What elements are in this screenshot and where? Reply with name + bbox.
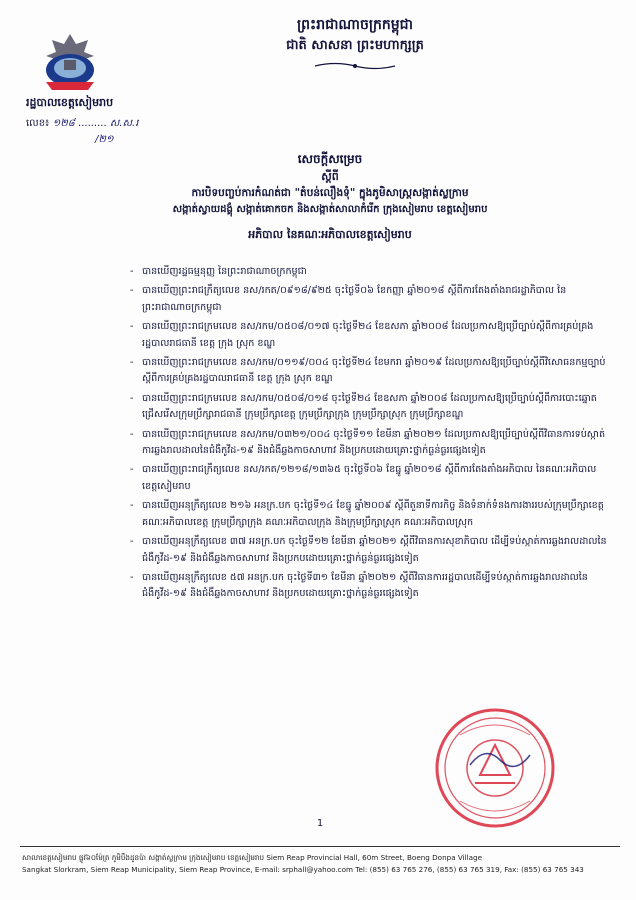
- footer: [22, 852, 622, 876]
- kingdom-title: ព្រះរាជាណាចក្រកម្ពុជា: [296, 17, 413, 33]
- national-motto: ជាតិ សាសនា ព្រះមហាក្សត្រ: [286, 38, 424, 53]
- page-number: 1: [316, 818, 324, 829]
- list-item: - បានឃើញព្រះរាជក្រមលេខ នស/រកម/០៥០៨/០១៨ ចុះថ្ងៃទី២៤ ខែឧសភា ឆ្នាំ២០០៨ ដែលប្រកាសឱ្យប្រើច្បាប់ស្តីពីការបោះឆ្នោតជ្រើសរើសក្រុមប្រឹក្សារាជធានី ក្រុមប្រឹក្សាខេត្ត ក្រុមប្រឹក្សាក្រុង ក្រុមប្រឹក្សាស្រុក ក្រុមប្រឹក្សាខណ្ឌ: [130, 392, 597, 421]
- list-item: - បានឃើញព្រះរាជក្រមលេខ នស/រកម/០១១៩/០០៤ ចុះថ្ងៃទី២៤ ខែមករា ឆ្នាំ២០១៩ ដែលប្រកាសឱ្យប្រើច្បាប់ស្តីពីវិសោធនកម្មច្បាប់ស្តីពីការគ្រប់គ្រងរដ្ឋបាលរាជធានី ខេត្ត ក្រុង ស្រុក ខណ្ឌ: [130, 357, 606, 385]
- list-item: - បានឃើញអនុក្រឹត្យលេខ ៣៧ អនក្រ.បក ចុះថ្ងៃទី១២ ខែមីនា ឆ្នាំ២០២១ ស្តីពីវិធានការសុខាភិបាល ដើម្បីទប់ស្កាត់ការឆ្លងរាលដាលនៃជំងឺកូវីដ-១៩ និងជំងឺឆ្លងកាចសាហាវ និងប្រកបដោយគ្រោះថ្នាក់ធ្ងន់ធ្ងរផ្សេងទៀត: [130, 536, 607, 564]
- footer-address: សាលាខេត្តសៀមរាប ផ្លូវ៦០ម៉ែត្រ ភូមិបឹងដូនប៉ា សង្កាត់ស្លក្រាម ក្រុងសៀមរាប ខេត្តសៀមរាប Siem Reap Provincial Hall, 60m Street, Boeng Donpa Village: [22, 853, 483, 862]
- decision-heading: សេចក្តីសម្រេច: [297, 152, 363, 166]
- list-item: - បានឃើញអនុក្រឹត្យលេខ ២១៦ អនក្រ.បក ចុះថ្ងៃទី១៤ ខែធ្នូ ឆ្នាំ២០០៩ ស្តីពីតួនាទីការកិច្ច និងទំនាក់ទំនងការងាររបស់ក្រុមប្រឹក្សាខេត្ត គណៈអភិបាលខេត្ត ក្រុមប្រឹក្សាក្រុង គណៈអភិបាលក្រុង និងក្រុមប្រឹក្សាស្រុក គណៈអភិបាលស្រុក: [130, 500, 604, 528]
- list-item: - បានឃើញអនុក្រឹត្យលេខ ៥៧ អនក្រ.បក ចុះថ្ងៃទី៣១ ខែមីនា ឆ្នាំ២០២១ ស្តីពីវិធានការរដ្ឋបាលដើម្បីទប់ស្កាត់ការឆ្លងរាលដាលនៃជំងឺកូវីដ-១៩ និងជំងឺឆ្លងកាចសាហាវ និងប្រកបដោយគ្រោះថ្នាក់ធ្ងន់ធ្ងរផ្សេងទៀត: [130, 571, 588, 600]
- list-item: - បានឃើញព្រះរាជក្រឹត្យលេខ នស/រកត/០៩១៨/៩២៥ ចុះថ្ងៃទី០៦ ខែកញ្ញា ឆ្នាំ២០១៨ ស្តីពីការតែងតាំងរាជរដ្ឋាភិបាល នៃព្រះរាជាណាចក្រកម្ពុជា: [130, 285, 567, 313]
- list-item: - បានឃើញរដ្ឋធម្មនុញ្ញ នៃព្រះរាជាណាចក្រកម្ពុជា: [130, 266, 307, 277]
- list-item: - បានឃើញព្រះរាជក្រឹត្យលេខ នស/រកត/១២១៨/១៣៦៥ ចុះថ្ងៃទី០៦ ខែធ្នូ ឆ្នាំ២០១៨ ស្តីពីការតែងតាំងអភិបាល នៃគណៈអភិបាលខេត្តសៀមរាប: [130, 464, 597, 492]
- list-item: - បានឃើញព្រះរាជក្រមលេខ នស/រកម/០៥០៨/០១៧ ចុះថ្ងៃទី២៤ ខែឧសភា ឆ្នាំ២០០៨ ដែលប្រកាសឱ្យប្រើច្បាប់ស្តីពីការគ្រប់គ្រងរដ្ឋបាលរាជធានី ខេត្ត ក្រុង ស្រុក ខណ្ឌ: [130, 321, 594, 349]
- kingdom-header: [230, 14, 480, 75]
- reference-label: លេខ៖: [26, 118, 50, 129]
- footer-divider: [20, 846, 620, 847]
- decision-title-block: [120, 150, 540, 244]
- ornament-divider-icon: [310, 61, 400, 71]
- footer-contact: Sangkat Slorkram, Siem Reap Municipality, Siem Reap Province, E-mail: srphall@yahoo.com Tel: (855) 63 765 276, (855) 63 765 319, Fax: (855) 63 765 343: [22, 865, 584, 874]
- reference-value: ១២៨: [52, 118, 75, 129]
- reference-suffix: ស.ស.រ: [109, 118, 139, 129]
- official-seal-icon: [430, 705, 560, 831]
- list-item: - បានឃើញព្រះរាជក្រមលេខ នស/រកម/០៣២១/០០៤ ចុះថ្ងៃទី១១ ខែមីនា ឆ្នាំ២០២១ ដែលប្រកាសឱ្យប្រើច្បាប់ស្តីពីវិធានការទប់ស្កាត់ការឆ្លងរាលដាលនៃជំងឺកូវីដ-១៩ និងជំងឺឆ្លងកាចសាហាវ និងប្រកបដោយគ្រោះថ្នាក់ធ្ងន់ធ្ងរផ្សេងទៀត: [130, 428, 606, 457]
- issuing-administration: រដ្ឋបាលខេត្តសៀមរាប: [26, 96, 114, 109]
- provincial-logo-icon: [30, 30, 110, 96]
- reference-number: លេខ៖ ១២៨ ......... ស.ស.រ: [26, 118, 139, 129]
- governor-heading: អភិបាល នៃគណៈអភិបាលខេត្តសៀមរាប: [248, 228, 412, 241]
- subject-line-1: ការបិទបញ្ចប់ការកំណត់ជា "តំបន់លឿងទុំ" ក្នុងភូមិសាស្ត្រសង្កាត់ស្លក្រាម: [191, 187, 469, 199]
- on-heading: ស្តីពី: [321, 170, 339, 183]
- subject-line-2: សង្កាត់ស្វាយដង្គុំ សង្កាត់គោកចក និងសង្កាត់សាលាកំរើក ក្រុងសៀមរាប ខេត្តសៀមរាប: [172, 204, 488, 215]
- reference-year: /២១: [95, 134, 114, 145]
- considerations-list: [130, 264, 610, 606]
